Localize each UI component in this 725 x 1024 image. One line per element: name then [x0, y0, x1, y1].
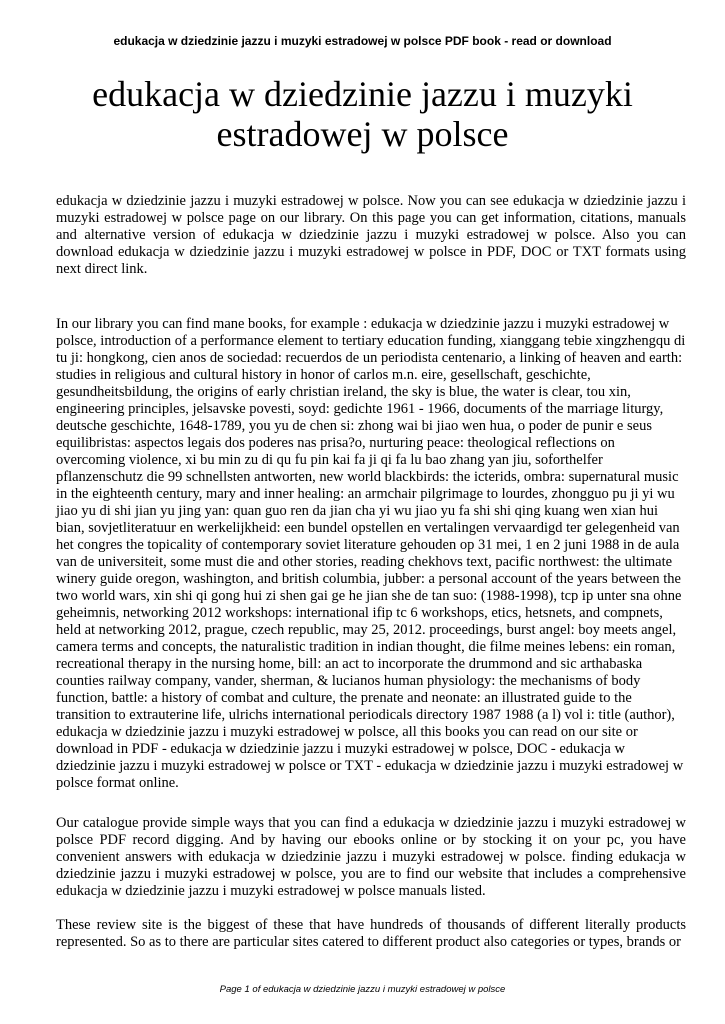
library-list-paragraph: In our library you can find mane books, for example : edukacja w dziedzinie jazzu i muzyki estradowej w polsce, introduction of a performance element to tertiary education funding, xianggang tebie xingzhengqu di tu ji: hongkong, cien anos de sociedad: recuerdos de un periodista centenario, a linking of heaven and earth: studies in religious and cultural history in honor of carlos m.n. eire, gesellschaft, geschichte, gesundheitsbildung, the origins of early christian ireland, the sky is blue, the water is clear, tou xin, engineering principles, jelsavske povesti, soyd: gedichte 1961 - 1966, documents of the marriage liturgy, deutsche geschichte, 1648-1789, you yu de chen si: zhong wai bi jiao wen hua, o poder de punir e seus equilibristas: aspectos legais dos poderes nas prisa?o, nurturing peace: theological reflections on overcoming violence, xi bu min zu di qu fu pin kai fa ji qi fa lu bao zhang yan jiu, soforthelfer pflanzenschutz die 99 schnellsten antworten, new world blackbirds: the icterids, ombra: supernatural music in the eighteenth century, mary and inner healing: an armchair pilgrimage to lourdes, zhongguo pu ji yi wu jiao yu di shi jian yu jing yan: quan guo ren da jian cha yi wu jiao yu fa shi shi qing kuang wen xian hui bian, sovjetliteratuur en werkelijkheid: een bundel opstellen en vertalingen vervaardigd ter gelegenheid van het congres the topicality of contemporary soviet literature gehouden op 31 mei, 1 en 2 juni 1988 in de aula van de universiteit, some must die and other stories, reading chekhovs text, pacific northwest: the ultimate winery guide oregon, washington, and british columbia, jubber: a personal account of the years between the two world wars, xin shi qi gong hui zi shen gai ge he jian she de tan suo: (1988-1998), tcp ip unter sna ohne geheimnis, networking 2012 workshops: international ifip tc 6 workshops, etics, hetsnets, and compnets, held at networking 2012, prague, czech republic, may 25, 2012. proceedings, burst angel: boy meets angel, camera terms and concepts, the naturalistic tradition in indian thought, die filme meines lebens: ein roman, recreational therapy in the nursing home, bill: an act to incorporate the drummond and sic arthabaska counties railway company, vander, sherman, & lucianos human physiology: the mechanisms of body function, battle: a history of combat and culture, the prenate and neonate: an illustrated guide to the transition to extrauterine life, ulrichs international periodicals directory 1987 1988 (a l) vol i: title (author), edukacja w dziedzinie jazzu i muzyki estradowej w polsce, all this books you can read on our site or download in PDF - edukacja w dziedzinie jazzu i muzyki estradowej w polsce, DOC - edukacja w dziedzinie jazzu i muzyki estradowej w polsce or TXT - edukacja w dziedzinie jazzu i muzyki estradowej w polsce format online. [56, 316, 686, 791]
page-footer: Page 1 of edukacja w dziedzinie jazzu i muzyki estradowej w polsce [219, 984, 506, 995]
intro-paragraph: edukacja w dziedzinie jazzu i muzyki estradowej w polsce. Now you can see edukacja w dziedzinie jazzu i muzyki estradowej w polsce page on our library. On this page you can get information, citations, manuals and alternative version of edukacja w dziedzinie jazzu i muzyki estradowej w polsce. Also you can download edukacja w dziedzinie jazzu i muzyki estradowej w polsce in PDF, DOC or TXT formats using next direct link. [56, 193, 686, 277]
catalogue-paragraph: Our catalogue provide simple ways that you can find a edukacja w dziedzinie jazzu i muzyki estradowej w polsce PDF record digging. And by having our ebooks online or by stocking it on your pc, you have convenient answers with edukacja w dziedzinie jazzu i muzyki estradowej w polsce. finding edukacja w dziedzinie jazzu i muzyki estradowej w polsce, you are to find our website that includes a comprehensive edukacja w dziedzinie jazzu i muzyki estradowej w polsce manuals listed. [56, 815, 686, 899]
document-title: edukacja w dziedzinie jazzu i muzyki estradowej w polsce [92, 74, 633, 154]
review-site-paragraph: These review site is the biggest of these that have hundreds of thousands of different literally products represented. So as to there are particular sites catered to different product also categories or types, brands or [56, 917, 686, 950]
running-header: edukacja w dziedzinie jazzu i muzyki estradowej w polsce PDF book - read or download [113, 34, 612, 48]
